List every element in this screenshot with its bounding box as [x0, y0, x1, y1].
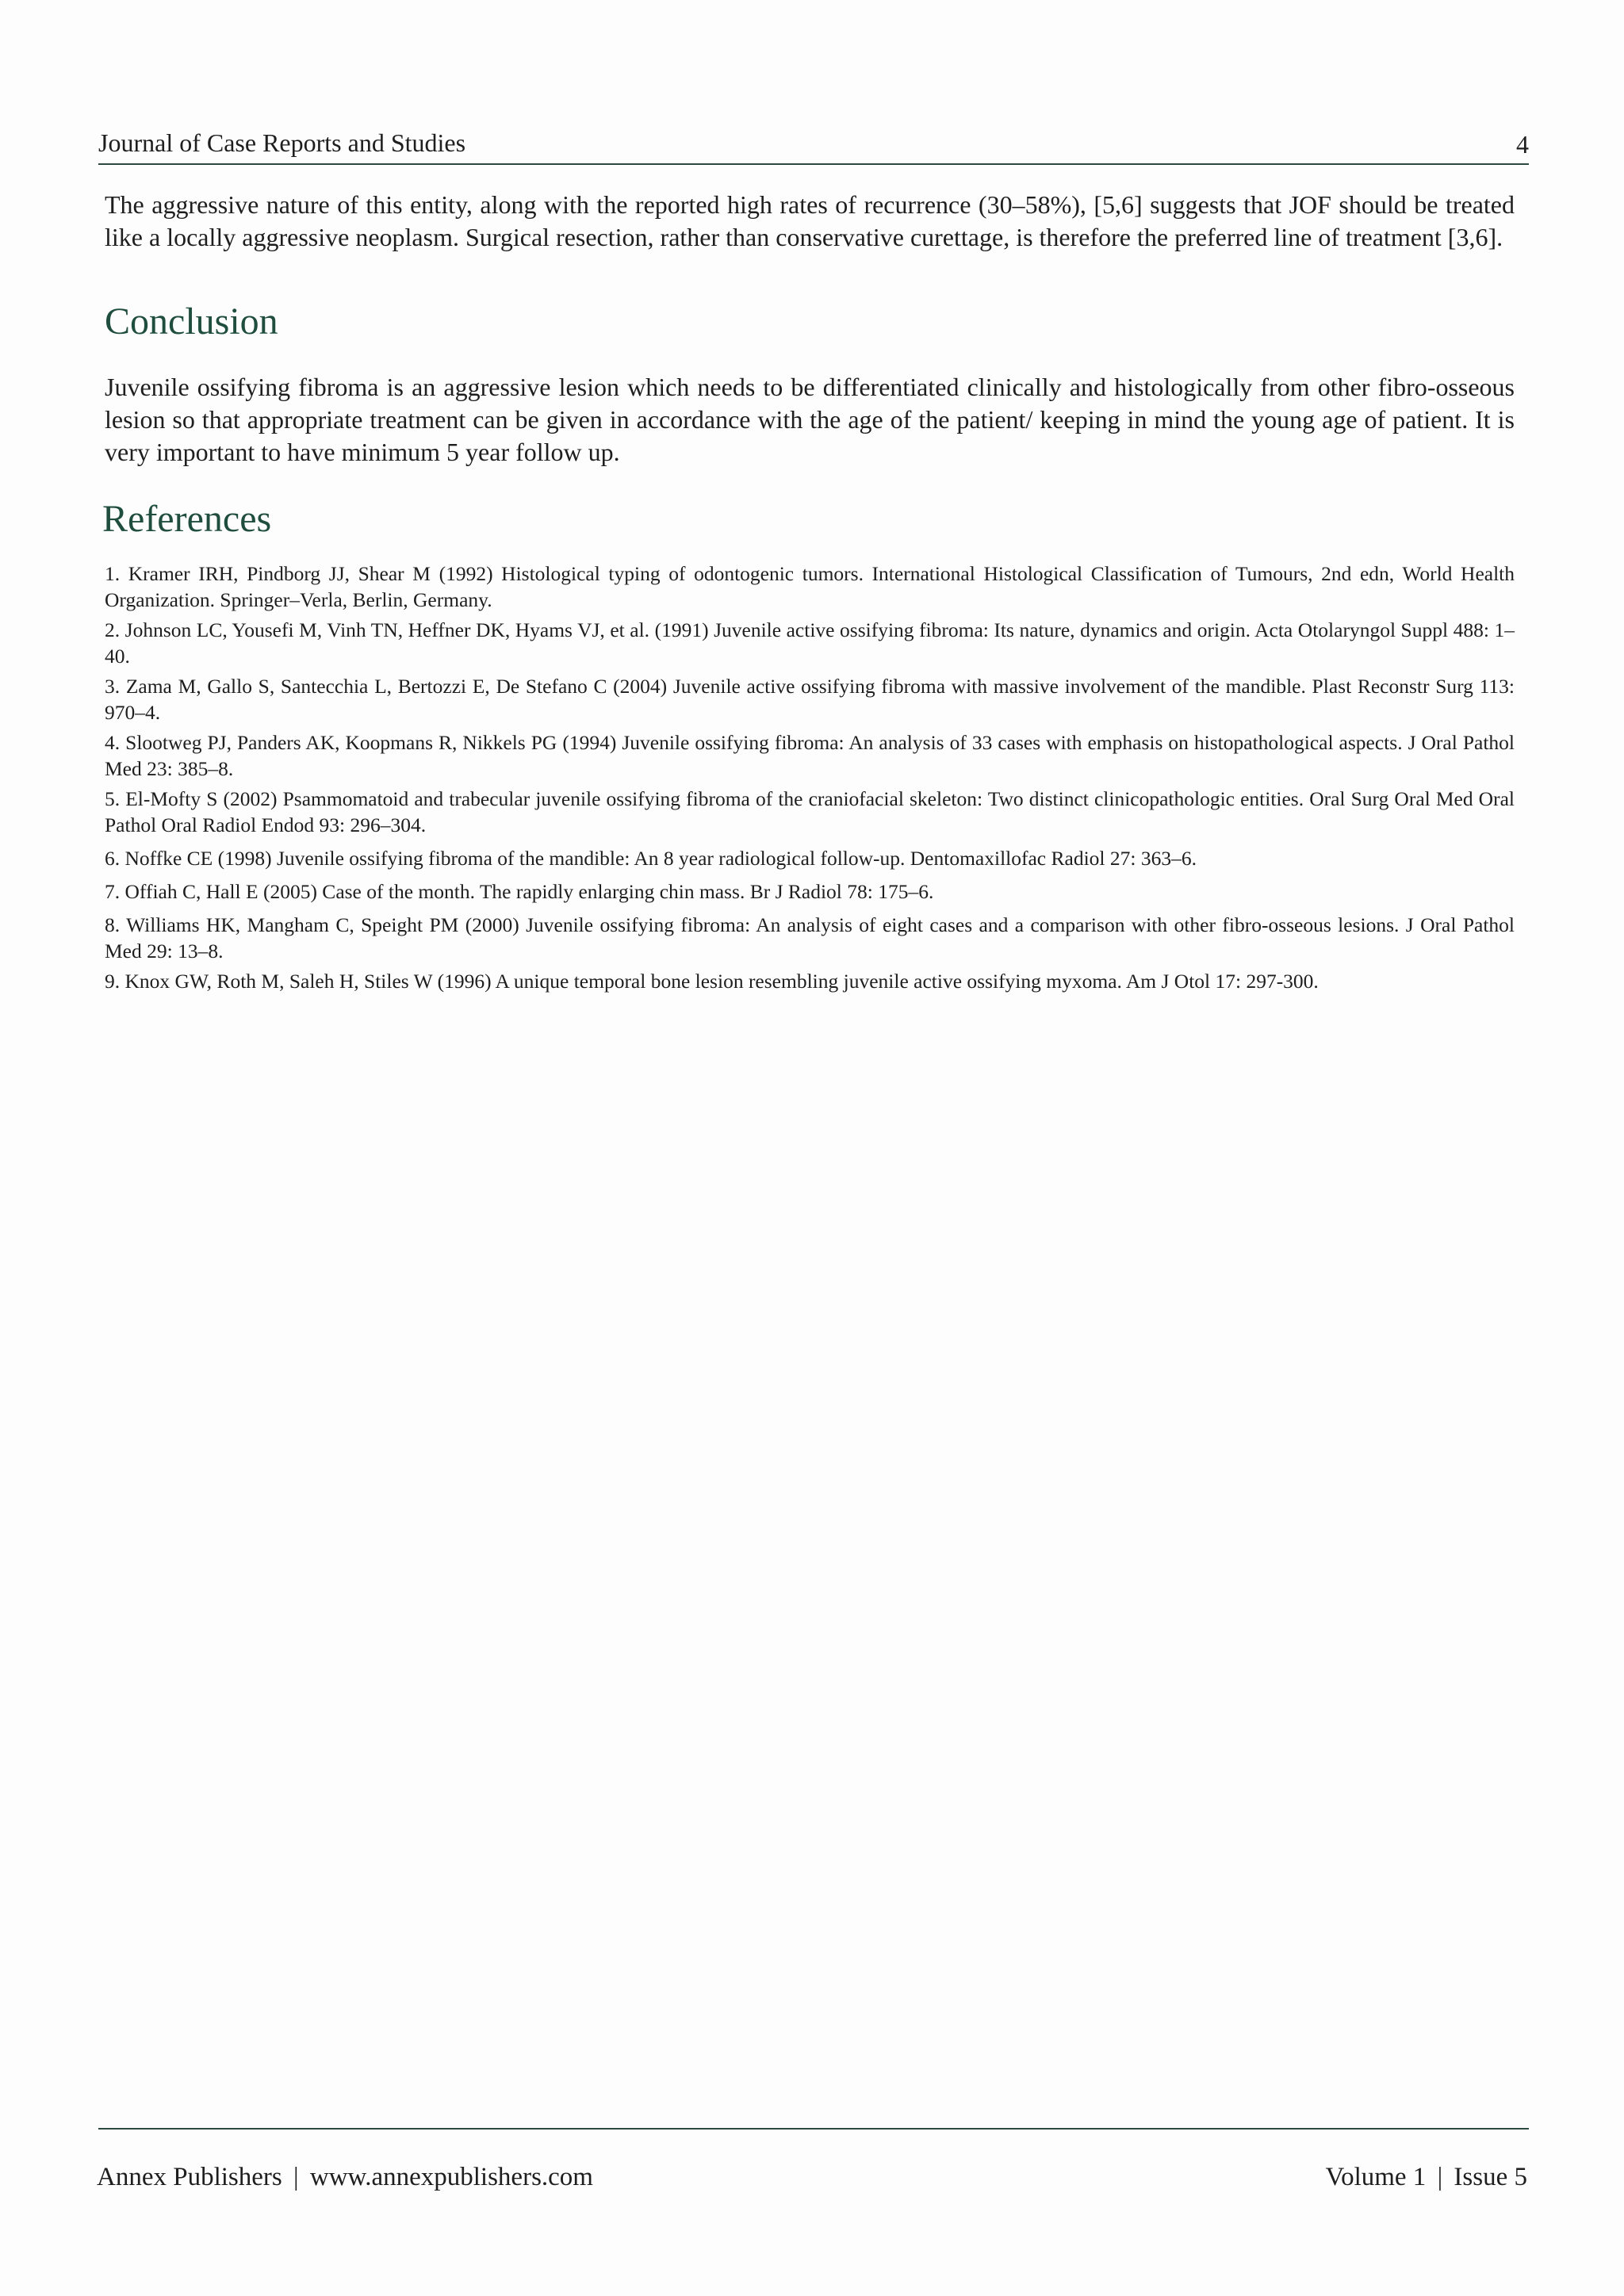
conclusion-paragraph: Juvenile ossifying fibroma is an aggressive lesion which needs to be differentiated clinically and histologically from other fibro-osseous lesion so that appropriate treatment can be given in accordance with the age of the patient/ keeping in mind the young age of patient. It is very important to have minimum 5 year follow up.: [105, 373, 1515, 466]
page-footer: [97, 2128, 1529, 2191]
reference-item: 2. Johnson LC, Yousefi M, Vinh TN, Heffner DK, Hyams VJ, et al. (1991) Juvenile active ossifying fibroma: Its nature, dynamics and origin. Acta Otolaryngol Suppl 488: 1–40.: [105, 618, 1515, 668]
conclusion-heading: Conclusion: [105, 300, 278, 342]
volume-label: Volume 1: [1325, 2163, 1427, 2191]
publisher-website: www.annexpublishers.com: [309, 2163, 593, 2191]
footer-separator: |: [1437, 2163, 1443, 2191]
reference-item: 1. Kramer IRH, Pindborg JJ, Shear M (1992) Histological typing of odontogenic tumors. International Histological Classification of Tumours, 2nd edn, World Health Organization. Springer–Verla, Berlin, Germany.: [105, 562, 1515, 611]
reference-item: 5. El-Mofty S (2002) Psammomatoid and trabecular juvenile ossifying fibroma of the craniofacial skeleton: Two distinct clinicopathologic entities. Oral Surg Oral Med Oral Pathol Oral Radiol Endod 93: 296–304.: [105, 787, 1515, 836]
reference-item: 3. Zama M, Gallo S, Santecchia L, Bertozzi E, De Stefano C (2004) Juvenile active ossifying fibroma with massive involvement of the mandible. Plast Reconstr Surg 113: 970–4.: [105, 675, 1515, 724]
reference-item: 9. Knox GW, Roth M, Saleh H, Stiles W (1996) A unique temporal bone lesion resembling juvenile active ossifying myxoma. Am J Otol 17: 297-300.: [105, 970, 1319, 993]
issue-label: Issue 5: [1454, 2163, 1527, 2191]
footer-publisher-info: [97, 2161, 593, 2193]
reference-item: 4. Slootweg PJ, Panders AK, Koopmans R, Nikkels PG (1994) Juvenile ossifying fibroma: An analysis of 33 cases with emphasis on histopathological aspects. J Oral Pathol Med 23: 385–8.: [105, 731, 1515, 780]
footer-issue-info: [1326, 2161, 1528, 2193]
references-heading: References: [102, 498, 272, 540]
reference-item: 8. Williams HK, Mangham C, Speight PM (2000) Juvenile ossifying fibroma: An analysis of eight cases and a comparison with other fibro-osseous lesions. J Oral Pathol Med 29: 13–8.: [105, 913, 1515, 962]
footer-separator: |: [293, 2163, 299, 2191]
journal-title: Journal of Case Reports and Studies: [98, 128, 466, 157]
reference-item: 7. Offiah C, Hall E (2005) Case of the month. The rapidly enlarging chin mass. Br J Radiol 78: 175–6.: [105, 880, 934, 903]
page-header: [98, 125, 1529, 165]
page-number: 4: [1516, 130, 1529, 159]
article-body: [102, 189, 1515, 998]
publisher-name: Annex Publishers: [97, 2163, 282, 2191]
reference-list: [105, 561, 1515, 994]
intro-paragraph: The aggressive nature of this entity, along with the reported high rates of recurrence (30–58%), [5,6] suggests that JOF should be treated like a locally aggressive neoplasm. Surgical resection, rather than conservative curettage, is therefore the preferred line of treatment [3,6].: [105, 190, 1515, 251]
reference-item: 6. Noffke CE (1998) Juvenile ossifying fibroma of the mandible: An 8 year radiological follow-up. Dentomaxillofac Radiol 27: 363–6.: [105, 847, 1197, 870]
